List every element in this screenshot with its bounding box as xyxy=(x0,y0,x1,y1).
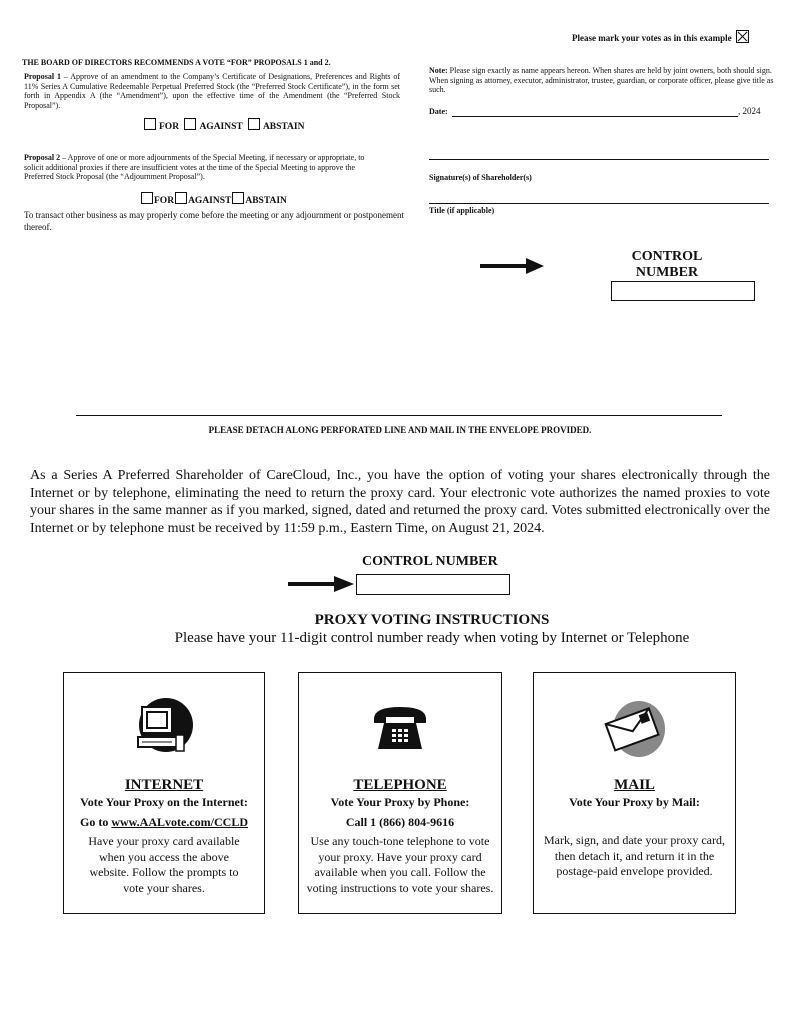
signature-label: Signature(s) of Shareholder(s) xyxy=(429,173,532,182)
internet-goto xyxy=(64,815,264,830)
proposal-2-vote-options xyxy=(141,192,287,206)
control-number-heading xyxy=(612,249,722,281)
proposal-1-against-label: AGAINST xyxy=(199,122,243,132)
proposal-2-abstain-label: ABSTAIN xyxy=(245,196,287,206)
perforated-line xyxy=(76,415,722,416)
internet-url-link[interactable]: www.AALvote.com/CCLD xyxy=(111,815,248,829)
note-label: Note: xyxy=(429,66,448,75)
proposal-2-against-label: AGAINST xyxy=(188,196,232,206)
telephone-body: Use any touch-tone telephone to vote your proxy. Have your proxy card available when you call. Follow the voting instructions to vote your shares. xyxy=(306,834,494,895)
internet-body: Have your proxy card available when you access the above website. Follow the prompts to vote your shares. xyxy=(88,834,240,895)
control-number-input xyxy=(356,574,510,595)
mail-body: Mark, sign, and date your proxy card, then detach it, and return it in the postage-paid envelope provided. xyxy=(544,833,725,878)
telephone-subtitle: Vote Your Proxy by Phone: xyxy=(330,795,470,809)
control-number-box xyxy=(611,281,755,301)
proposal-2-for-label: FOR xyxy=(154,196,175,206)
note-text: Please sign exactly as name appears hereon. When shares are held by joint owners, both should sign. When signing as attorney, executor, administrator, trustee, guardian, or corporate officer, please give title as such. xyxy=(429,66,774,95)
title-field[interactable] xyxy=(429,203,769,204)
date-field[interactable] xyxy=(452,116,738,117)
proposal-2 xyxy=(24,153,366,182)
telephone-title: TELEPHONE xyxy=(353,777,447,793)
control-number-heading-line1: CONTROL xyxy=(631,249,703,264)
signature-field[interactable] xyxy=(429,159,769,160)
mark-example-text: Please mark your votes as in this example xyxy=(572,33,732,43)
proposal-2-abstain-checkbox[interactable] xyxy=(232,192,244,204)
control-number-label: CONTROL NUMBER xyxy=(362,554,498,569)
mail-subtitle: Vote Your Proxy by Mail: xyxy=(569,795,700,809)
x-mark-icon xyxy=(736,30,749,43)
control-number-heading-line2: NUMBER xyxy=(635,265,699,280)
envelope-icon xyxy=(603,699,667,759)
arrow-right-icon xyxy=(480,258,544,274)
proposal-1-against-checkbox[interactable] xyxy=(184,118,196,130)
detach-instruction: PLEASE DETACH ALONG PERFORATED LINE AND MAIL IN THE ENVELOPE PROVIDED. xyxy=(208,425,592,435)
mail-card xyxy=(533,672,736,914)
telephone-number: Call 1 (866) 804-9616 xyxy=(345,815,455,829)
signing-note xyxy=(429,66,774,95)
proposal-1 xyxy=(24,72,400,110)
date-label: Date: xyxy=(429,107,448,116)
proposal-1-abstain-checkbox[interactable] xyxy=(248,118,260,130)
instructions-title: PROXY VOTING INSTRUCTIONS xyxy=(314,612,550,628)
mail-title: MAIL xyxy=(614,777,655,793)
proposal-1-abstain-label: ABSTAIN xyxy=(262,122,305,132)
date-year: , 2024 xyxy=(738,106,761,116)
proposal-2-for-checkbox[interactable] xyxy=(141,192,153,204)
intro-paragraph: As a Series A Preferred Shareholder of CareCloud, Inc., you have the option of voting your shares electronically through the Internet or by telephone, eliminating the need to return the proxy card. Your electronic vote authorizes the named proxies to vote your shares in the same manner as if you marked, signed, dated and returned the proxy card. Votes submitted electronically over the Internet or by telephone must be received by 11:59 p.m., Eastern Time, on August 21, 2024. xyxy=(30,468,770,536)
board-heading: THE BOARD OF DIRECTORS RECOMMENDS A VOTE “FOR” PROPOSALS 1 and 2. xyxy=(22,58,331,67)
computer-icon xyxy=(132,697,196,759)
title-label: Title (if applicable) xyxy=(429,206,495,215)
proposal-2-text: – Approve of one or more adjournments of the Special Meeting, if necessary or appropriate, to solicit additional proxies if there are insufficient votes at the time of the Special Meeting to approve the Preferred Stock Proposal (the “Adjournment Proposal”). xyxy=(24,153,365,182)
other-business: To transact other business as may properly come before the meeting or any adjournment or postponement thereof. xyxy=(24,210,405,232)
internet-goto-prefix: Go to xyxy=(80,815,112,829)
proposal-1-for-label: FOR xyxy=(159,122,180,132)
proposal-1-label: Proposal 1 xyxy=(24,72,61,81)
internet-card xyxy=(63,672,265,914)
telephone-card xyxy=(298,672,502,914)
mark-example xyxy=(572,30,749,43)
telephone-icon xyxy=(370,703,430,753)
internet-title: INTERNET xyxy=(124,777,204,793)
instructions-subtitle: Please have your 11-digit control number ready when voting by Internet or Telephone xyxy=(174,630,690,646)
proposal-1-text: – Approve of an amendment to the Company’s Certificate of Designations, Preferences and Rights of 11% Series A Cumulative Redeemable Perpetual Preferred Stock (the “Preferred Stock Certificate”), in the form set forth in Appendix A (the “Amendment”), upon the effective time of the Amendment (the “Preferred Stock Proposal”). xyxy=(24,72,401,110)
arrow-right-icon-2 xyxy=(288,576,354,592)
internet-subtitle: Vote Your Proxy on the Internet: xyxy=(80,795,248,809)
proposal-1-for-checkbox[interactable] xyxy=(144,118,156,130)
proposal-1-vote-options xyxy=(141,118,304,132)
proposal-2-against-checkbox[interactable] xyxy=(175,192,187,204)
proposal-2-label: Proposal 2 xyxy=(24,153,61,162)
